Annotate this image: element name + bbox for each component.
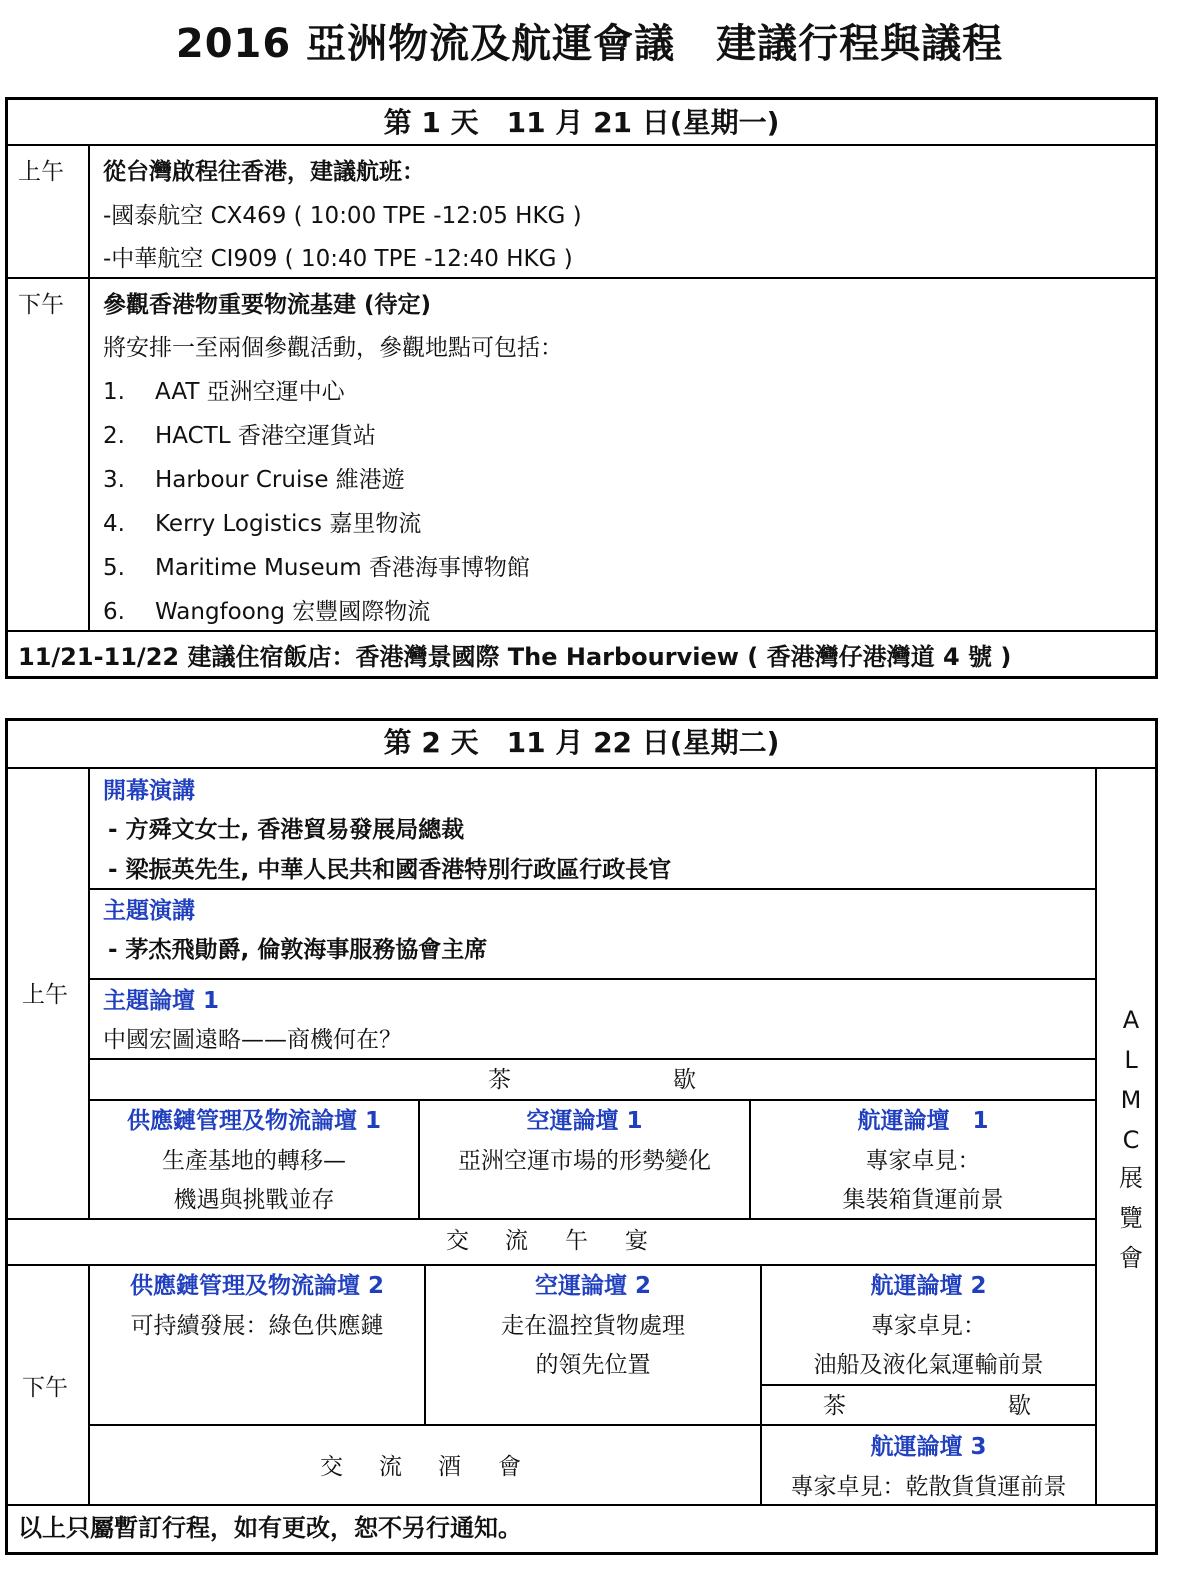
visit-item: Kerry Logistics 嘉里物流: [155, 511, 422, 537]
footer-note: 以上只屬暫訂行程，如有更改，恕不另行通知。: [18, 1514, 522, 1542]
session-topic: 生產基地的轉移—: [162, 1148, 346, 1174]
day2-pm-label: 下午: [22, 1375, 68, 1401]
almc-char: L: [1124, 1046, 1138, 1074]
reception-char: 會: [498, 1454, 521, 1480]
session-topic: 油船及液化氣運輸前景: [813, 1352, 1044, 1378]
lunch-char: 宴: [625, 1228, 648, 1254]
tea-break-char: 歇: [1008, 1393, 1031, 1419]
session-topic: 機遇與挑戰並存: [173, 1187, 335, 1213]
session-topic: 走在溫控貨物處理: [501, 1313, 685, 1339]
session-title: 供應鏈管理及物流論壇 2: [129, 1273, 384, 1299]
session-topic: 的領先位置: [535, 1352, 651, 1378]
hotel-note: 11/21-11/22 建議住宿飯店：香港灣景國際 The Harbourview ( 香港灣仔港灣道 4 號 ): [18, 643, 1012, 671]
day1-pm-label: 下午: [18, 292, 64, 318]
visit-number: 1.: [103, 379, 125, 405]
day1-header: 第 1 天 11 月 21 日(星期一): [383, 106, 780, 139]
session-title: 供應鏈管理及物流論壇 1: [126, 1108, 381, 1134]
session-topic: 集裝箱貨運前景: [842, 1187, 1004, 1213]
opening-speaker: - 梁振英先生, 中華人民共和國香港特別行政區行政長官: [108, 857, 672, 883]
opening-speech-title: 開幕演講: [103, 778, 195, 804]
day1-am-line: -國泰航空 CX469 ( 10:00 TPE -12:05 HKG ): [103, 203, 582, 229]
day1-am-label: 上午: [18, 159, 64, 185]
session-topic: 亞洲空運市場的形勢變化: [458, 1148, 711, 1174]
visit-item: Harbour Cruise 維港遊: [155, 467, 405, 493]
keynote-title: 主題演講: [103, 898, 195, 924]
theme-forum-title: 主題論壇 1: [103, 988, 220, 1014]
day1-pm-intro: 將安排一至兩個參觀活動，參觀地點可包括：: [103, 335, 563, 361]
day1-pm-title: 參觀香港物重要物流基建 (待定): [103, 292, 432, 318]
almc-char: C: [1122, 1126, 1140, 1154]
almc-char: 覽: [1119, 1204, 1143, 1232]
visit-number: 2.: [103, 423, 125, 449]
lunch-char: 午: [565, 1228, 588, 1254]
visit-item: HACTL 香港空運貨站: [155, 423, 376, 449]
theme-forum-topic: 中國宏圖遠略——商機何在？: [103, 1027, 402, 1053]
day2-header: 第 2 天 11 月 22 日(星期二): [383, 726, 780, 759]
session-title: 空運論壇 2: [534, 1273, 651, 1299]
page-title: 2016 亞洲物流及航運會議 建議行程與議程: [175, 21, 1004, 67]
almc-char: 會: [1119, 1244, 1143, 1272]
almc-char: M: [1120, 1086, 1142, 1114]
session-title: 航運論壇 2: [870, 1273, 987, 1299]
lunch-char: 流: [505, 1228, 528, 1254]
reception-char: 流: [379, 1454, 402, 1480]
visit-number: 5.: [103, 555, 125, 581]
visit-item: Wangfoong 宏豐國際物流: [155, 599, 431, 625]
day1-am-line: -中華航空 CI909 ( 10:40 TPE -12:40 HKG ): [103, 246, 573, 272]
session-topic: 專家卓見：乾散貨貨運前景: [790, 1474, 1067, 1500]
session-title: 空運論壇 1: [526, 1108, 643, 1134]
session-title: 航運論壇 1: [857, 1108, 989, 1134]
almc-char: A: [1122, 1006, 1140, 1034]
visit-item: Maritime Museum 香港海事博物館: [155, 555, 530, 581]
session-topic: 專家卓見：: [871, 1313, 986, 1339]
session-topic: 可持續發展：綠色供應鏈: [130, 1313, 384, 1339]
session-topic: 專家卓見：: [865, 1148, 981, 1174]
keynote-speaker: - 茅杰飛勛爵, 倫敦海事服務協會主席: [108, 937, 488, 963]
visit-number: 6.: [103, 599, 125, 625]
tea-break-char: 茶: [823, 1393, 846, 1419]
visit-item: AAT 亞洲空運中心: [155, 379, 345, 405]
session-title: 航運論壇 3: [870, 1434, 987, 1460]
tea-break-char: 茶: [488, 1067, 511, 1093]
opening-speaker: - 方舜文女士, 香港貿易發展局總裁: [108, 817, 465, 843]
visit-number: 3.: [103, 467, 125, 493]
tea-break-char: 歇: [673, 1067, 696, 1093]
day2-am-label: 上午: [22, 982, 68, 1008]
reception-char: 酒: [438, 1454, 461, 1480]
lunch-char: 交: [446, 1228, 469, 1254]
almc-char: 展: [1119, 1164, 1143, 1192]
reception-char: 交: [320, 1454, 343, 1480]
visit-number: 4.: [103, 511, 125, 537]
day1-am-line: 從台灣啟程往香港，建議航班：: [103, 159, 425, 185]
